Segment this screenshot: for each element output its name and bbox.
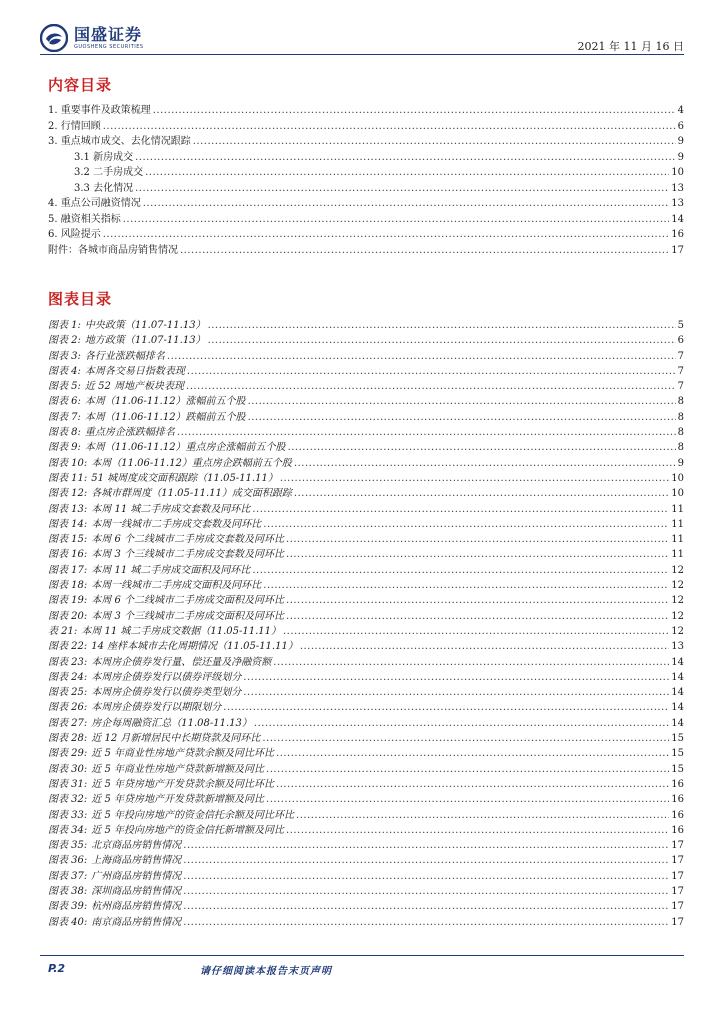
figure-entry-page: 11 [671, 518, 684, 530]
figure-entry-title: 中央政策（11.07-11.13） [84, 320, 206, 331]
toc-leader-dots [135, 150, 676, 166]
figure-entry-title: 近 5 年贷房地产开发贷款新增额及同比 [91, 794, 265, 806]
figure-entry[interactable] [48, 318, 684, 333]
figure-entry-title: 本周 11 城二手房成交面积及同环比 [91, 564, 251, 576]
figure-entry-label: 图表 16: [48, 549, 88, 561]
figure-entry-title: 本周（11.06-11.12）重点房企跌幅前五个股 [91, 457, 292, 469]
figure-entry-page: 12 [671, 595, 684, 607]
figure-leader-dots [263, 578, 669, 593]
toc-entry-title: 3. 重点城市成交、去化情况跟踪 [48, 136, 191, 147]
report-date: 2021 年 11 月 16 日 [577, 40, 684, 53]
figure-entry-title: 广州商品房销售情况 [91, 870, 182, 882]
figure-leader-dots [266, 762, 669, 777]
figure-leader-dots [273, 655, 669, 670]
figure-entry[interactable] [48, 869, 684, 884]
figure-entry-title: 房企每周融资汇总（11.08-11.13） [91, 717, 252, 729]
toc-entry[interactable] [48, 181, 684, 197]
figure-entry-title: 各行业涨跌幅排名 [84, 350, 165, 362]
toc-leader-dots [103, 119, 676, 135]
figure-entry[interactable] [48, 808, 684, 823]
figure-entry[interactable] [48, 823, 684, 838]
figure-entry-title: 近 52 周地产板块表现 [84, 381, 185, 393]
figure-leader-dots [286, 609, 669, 624]
figure-entry-label: 图表 40: [48, 916, 88, 928]
figure-entry-label: 图表 39: [48, 901, 88, 913]
figure-entry-page: 10 [671, 488, 684, 500]
figure-leader-dots [276, 746, 669, 761]
figure-entry-label: 图表 3: [48, 350, 81, 362]
toc-entry-title: 3.1 新房成交 [74, 151, 134, 163]
figure-entry-label: 图表 38: [48, 885, 88, 897]
toc-entry-title: 3.3 去化情况 [74, 182, 134, 194]
toc-entry-title: 1. 重要事件及政策梳理 [48, 105, 151, 116]
figure-entry-title: 本周房企债券发行以债券评级划分 [91, 671, 242, 683]
figure-entry[interactable] [48, 915, 684, 930]
figure-leader-dots [183, 915, 669, 930]
figure-entry-label: 图表 10: [48, 457, 88, 469]
figure-entry-page: 16 [671, 824, 684, 836]
figure-entry-label: 图表 19: [48, 595, 88, 607]
figure-entry-label: 图表 5: [48, 381, 81, 393]
figure-entry-title: 本周房企债券发行以期限划分 [91, 702, 222, 714]
figure-entry-label: 图表 23: [48, 656, 88, 668]
figure-entry[interactable] [48, 639, 684, 654]
figure-entry[interactable] [48, 624, 684, 639]
toc-leader-dots [180, 243, 669, 259]
figure-entry-label: 图表 12: [48, 488, 88, 500]
figure-entry-page: 14 [671, 702, 684, 714]
figure-entry-page: 17 [671, 870, 684, 882]
figure-entry-label: 图表 36: [48, 855, 88, 867]
figure-entry-title: 重点房企涨跌幅排名 [84, 427, 175, 439]
figure-entry-page: 13 [671, 641, 684, 653]
figure-leader-dots [223, 700, 669, 715]
figure-entry-page: 8 [677, 427, 684, 439]
figure-entry-page: 12 [671, 580, 684, 592]
figure-entry-title: 本周 3 个三线城市二手房成交套数及同环比 [91, 549, 285, 561]
toc-entry[interactable] [48, 165, 684, 181]
figure-entry-page: 11 [671, 503, 684, 515]
figure-leader-dots [300, 639, 669, 654]
toc-entry-page: 4 [677, 105, 684, 116]
figure-leader-dots [167, 349, 676, 364]
figure-entry-title: 各城市群周度（11.05-11.11）成交面积跟踪 [91, 488, 292, 500]
toc-entry[interactable] [48, 243, 684, 259]
figure-entry-page: 15 [671, 748, 684, 760]
figure-entry-page: 15 [671, 763, 684, 775]
figure-entry-title: 本周 11 城二手房成交套数及同环比 [91, 503, 251, 515]
figure-leader-dots [280, 471, 669, 486]
figure-entry-page: 10 [671, 472, 684, 484]
toc-leader-dots [153, 103, 676, 119]
header-divider [40, 54, 684, 55]
figure-entry-label: 图表 15: [48, 534, 88, 546]
figure-leader-dots [254, 716, 669, 731]
figure-entry[interactable] [48, 593, 684, 608]
figure-entry-page: 14 [671, 671, 684, 683]
figure-entry-page: 12 [671, 625, 684, 637]
figure-entry[interactable] [48, 838, 684, 853]
figure-entry-label: 图表 28: [48, 733, 88, 745]
figure-entry-page: 14 [671, 717, 684, 729]
figure-entry[interactable] [48, 440, 684, 455]
figure-entry-title: 近 5 年投向房地产的资金信托余额及同比环比 [91, 809, 295, 821]
figure-entry[interactable] [48, 471, 684, 486]
figure-leader-dots [208, 318, 676, 333]
figure-leader-dots [296, 808, 669, 823]
logo-name-en: GUOSHENG SECURITIES [74, 44, 144, 50]
figure-entry-label: 图表 22: [48, 641, 88, 653]
figure-entry-label: 图表 4: [48, 365, 81, 377]
figure-entry[interactable] [48, 456, 684, 471]
figure-entry-title: 本周（11.06-11.12）重点房企涨幅前五个股 [84, 442, 286, 454]
figure-entry[interactable] [48, 410, 684, 425]
page-number: P.2 [48, 962, 66, 975]
toc-entry[interactable] [48, 119, 684, 135]
figure-entry-label: 图表 30: [48, 763, 88, 775]
figure-entry-label: 图表 35: [48, 840, 88, 852]
figure-entry-title: 本周 6 个二线城市二手房成交套数及同环比 [91, 534, 285, 546]
figure-leader-dots [288, 440, 676, 455]
figure-entry-label: 图表 24: [48, 671, 88, 683]
figure-entry-page: 14 [671, 656, 684, 668]
figure-entry-label: 图表 29: [48, 748, 88, 760]
figure-leader-dots [286, 532, 669, 547]
figure-entry-title: 近 5 年投向房地产的资金信托新增额及同比 [91, 824, 285, 836]
toc-entry-page: 17 [671, 244, 684, 256]
figure-leader-dots [283, 624, 669, 639]
figure-entry-title: 地方政策（11.07-11.13） [84, 335, 206, 347]
figure-entry-page: 16 [671, 778, 684, 790]
figure-entry-page: 17 [671, 840, 684, 852]
figure-entry[interactable] [48, 578, 684, 593]
figure-leader-dots [186, 379, 676, 394]
figure-leader-dots [183, 838, 669, 853]
figure-leader-dots [262, 731, 669, 746]
figure-entry[interactable] [48, 731, 684, 746]
figure-entry-page: 17 [671, 855, 684, 867]
figure-leader-dots [208, 333, 676, 348]
figure-entry-title: 近 5 年贷房地产开发贷款余额及同比环比 [91, 778, 275, 790]
figure-entry[interactable] [48, 777, 684, 792]
figure-entry-title: 本周 11 城二手房成交数据（11.05-11.11） [81, 625, 281, 637]
figure-entry[interactable] [48, 762, 684, 777]
figure-entry-label: 图表 17: [48, 564, 88, 576]
footer-disclaimer: 请仔细阅读本报告末页声明 [200, 966, 332, 977]
logo-name-cn: 国盛证券 [74, 25, 143, 44]
figure-entry-page: 12 [671, 564, 684, 576]
figure-entry-title: 近 5 年商业性房地产贷款新增额及同比 [91, 763, 265, 775]
figure-entry[interactable] [48, 532, 684, 547]
figure-entry[interactable] [48, 517, 684, 532]
figure-entry[interactable] [48, 685, 684, 700]
figure-entry-title: 南京商品房销售情况 [91, 916, 182, 928]
figure-entry-label: 图表 37: [48, 870, 88, 882]
figure-leader-dots [187, 364, 676, 379]
figure-entry-label: 图表 32: [48, 794, 88, 806]
toc-leader-dots [145, 165, 669, 181]
figure-entry[interactable] [48, 609, 684, 624]
figure-entry-page: 17 [671, 885, 684, 897]
figure-entry-label: 图表 11: [48, 472, 88, 484]
figure-entry[interactable] [48, 716, 684, 731]
figure-entry-title: 上海商品房销售情况 [91, 855, 182, 867]
toc-entry-title: 2. 行情回顾 [48, 120, 101, 132]
figure-entry-label: 图表 2: [48, 335, 81, 347]
figure-entry-page: 7 [677, 350, 684, 362]
figure-entry-title: 北京商品房销售情况 [91, 840, 182, 852]
figure-entry[interactable] [48, 349, 684, 364]
figure-leader-dots [177, 425, 676, 440]
figure-leader-dots [252, 563, 669, 578]
figure-leader-dots [294, 486, 669, 501]
figure-entry-title: 本周房企债券发行量、偿还量及净融资额 [91, 656, 272, 668]
figure-entry-title: 本周 3 个三线城市二手房成交面积及同环比 [91, 610, 285, 622]
figure-entry[interactable] [48, 792, 684, 807]
figure-leader-dots [183, 853, 669, 868]
toc-entry-page: 9 [677, 136, 684, 147]
figure-entry-label: 图表 26: [48, 702, 88, 714]
figure-entry[interactable] [48, 563, 684, 578]
figure-leader-dots [286, 823, 669, 838]
figure-entry-page: 6 [677, 335, 684, 347]
figure-entry-page: 16 [671, 794, 684, 806]
figure-leader-dots [263, 517, 669, 532]
company-logo [40, 24, 144, 52]
figure-entry-page: 12 [671, 610, 684, 622]
toc-entry[interactable] [48, 103, 684, 119]
figure-entry[interactable] [48, 425, 684, 440]
toc-entry[interactable] [48, 150, 684, 166]
figure-entry-title: 深圳商品房销售情况 [91, 885, 182, 897]
figure-leader-dots [266, 792, 669, 807]
figure-entry[interactable] [48, 394, 684, 409]
toc-entry-page: 13 [671, 182, 684, 194]
figure-entry-label: 图表 14: [48, 518, 88, 530]
figure-entry-title: 杭州商品房销售情况 [91, 901, 182, 913]
figure-entry[interactable] [48, 670, 684, 685]
toc-entry[interactable] [48, 134, 684, 150]
figure-entry-title: 51 城周度成交面积跟踪（11.05-11.11） [91, 472, 278, 484]
figure-entry-page: 17 [671, 916, 684, 928]
footer-divider [40, 955, 684, 956]
figure-leader-dots [243, 685, 669, 700]
figure-entry-page: 8 [677, 411, 684, 423]
toc-entry-page: 16 [671, 229, 684, 240]
toc-entry-title: 4. 重点公司融资情况 [48, 198, 141, 209]
figure-entry-label: 图表 8: [48, 427, 81, 439]
toc-entry[interactable] [48, 196, 684, 212]
figure-entry[interactable] [48, 547, 684, 562]
toc-leader-dots [143, 196, 670, 212]
figure-leader-dots [183, 899, 669, 914]
figure-leader-dots [286, 593, 669, 608]
contents-title: 内容目录 [48, 76, 113, 94]
figure-entry-page: 9 [677, 457, 684, 469]
toc-leader-dots [193, 134, 676, 150]
toc-entry-title: 6. 风险提示 [48, 229, 101, 240]
figure-entry-label: 表 21: [48, 625, 78, 637]
figure-entry-label: 图表 7: [48, 411, 81, 423]
figure-entry-label: 图表 31: [48, 778, 88, 790]
figure-entry[interactable] [48, 502, 684, 517]
figure-entry-page: 14 [671, 687, 684, 699]
figure-leader-dots [252, 502, 669, 517]
figure-leader-dots [183, 869, 669, 884]
figures-title: 图表目录 [48, 290, 113, 308]
toc-entry-page: 14 [671, 213, 684, 225]
figure-entry-label: 图表 27: [48, 717, 88, 729]
toc-leader-dots [103, 227, 670, 243]
figure-entry-page: 11 [671, 534, 684, 546]
figure-entry-title: 本周（11.06-11.12）跌幅前五个股 [84, 411, 246, 423]
figure-entry-title: 本周一线城市二手房成交面积及同环比 [91, 580, 262, 592]
toc-entry-title: 5. 融资相关指标 [48, 213, 121, 225]
figure-entry-title: 本周一线城市二手房成交套数及同环比 [91, 518, 262, 530]
figure-entry-page: 15 [671, 733, 684, 745]
figure-entry-label: 图表 18: [48, 580, 88, 592]
toc-entry-title: 3.2 二手房成交 [74, 167, 144, 178]
figure-entry-label: 图表 25: [48, 687, 88, 699]
figure-leader-dots [248, 394, 676, 409]
figure-entry[interactable] [48, 364, 684, 379]
figure-leader-dots [243, 670, 669, 685]
figure-entry-page: 11 [671, 549, 684, 561]
figure-entry-page: 5 [677, 320, 684, 331]
figure-entry-title: 本周各交易日指数表现 [84, 365, 185, 377]
figure-entry-page: 7 [677, 381, 684, 393]
figure-entry-label: 图表 34: [48, 824, 88, 836]
figure-entry-title: 14 座样本城市去化周期情况（11.05-11.11） [91, 641, 298, 653]
figure-entry[interactable] [48, 655, 684, 670]
figure-entry[interactable] [48, 899, 684, 914]
figure-entry-label: 图表 20: [48, 610, 88, 622]
figure-entry[interactable] [48, 700, 684, 715]
figure-entry-title: 本周 6 个二线城市二手房成交面积及同环比 [91, 595, 285, 607]
figure-leader-dots [248, 410, 676, 425]
figures-list [48, 318, 684, 930]
toc-entry-page: 13 [671, 198, 684, 209]
figure-entry[interactable] [48, 746, 684, 761]
figure-entry[interactable] [48, 486, 684, 501]
toc-leader-dots [135, 181, 669, 197]
figure-leader-dots [294, 456, 676, 471]
toc-entry[interactable] [48, 212, 684, 228]
toc-entry-page: 10 [671, 167, 684, 178]
figure-entry-label: 图表 1: [48, 320, 81, 331]
figure-entry[interactable] [48, 884, 684, 899]
toc-entry[interactable] [48, 227, 684, 243]
toc-entry-page: 9 [677, 151, 684, 163]
figure-entry-page: 7 [677, 365, 684, 377]
toc-entry-title: 附件：各城市商品房销售情况 [48, 244, 178, 256]
figure-entry-label: 图表 6: [48, 396, 81, 408]
logo-emblem-icon [40, 24, 68, 52]
figure-entry-title: 本周（11.06-11.12）涨幅前五个股 [84, 396, 246, 408]
figure-entry-title: 近 12 月新增居民中长期贷款及同环比 [91, 733, 261, 745]
figure-entry-page: 8 [677, 442, 684, 454]
contents-list [48, 103, 684, 258]
figure-entry[interactable] [48, 379, 684, 394]
figure-entry-title: 近 5 年商业性房地产贷款余额及同比环比 [91, 748, 275, 760]
figure-entry[interactable] [48, 333, 684, 348]
figure-leader-dots [286, 547, 669, 562]
page-header [0, 0, 724, 60]
figure-entry-page: 17 [671, 901, 684, 913]
figure-entry[interactable] [48, 853, 684, 868]
figure-entry-label: 图表 33: [48, 809, 88, 821]
figure-entry-title: 本周房企债券发行以债券类型划分 [91, 687, 242, 699]
toc-entry-page: 6 [677, 120, 684, 132]
figure-leader-dots [183, 884, 669, 899]
figure-leader-dots [276, 777, 669, 792]
figure-entry-page: 16 [671, 809, 684, 821]
figure-entry-label: 图表 9: [48, 442, 81, 454]
figure-entry-label: 图表 13: [48, 503, 88, 515]
figure-entry-page: 8 [677, 396, 684, 408]
toc-leader-dots [123, 212, 670, 228]
